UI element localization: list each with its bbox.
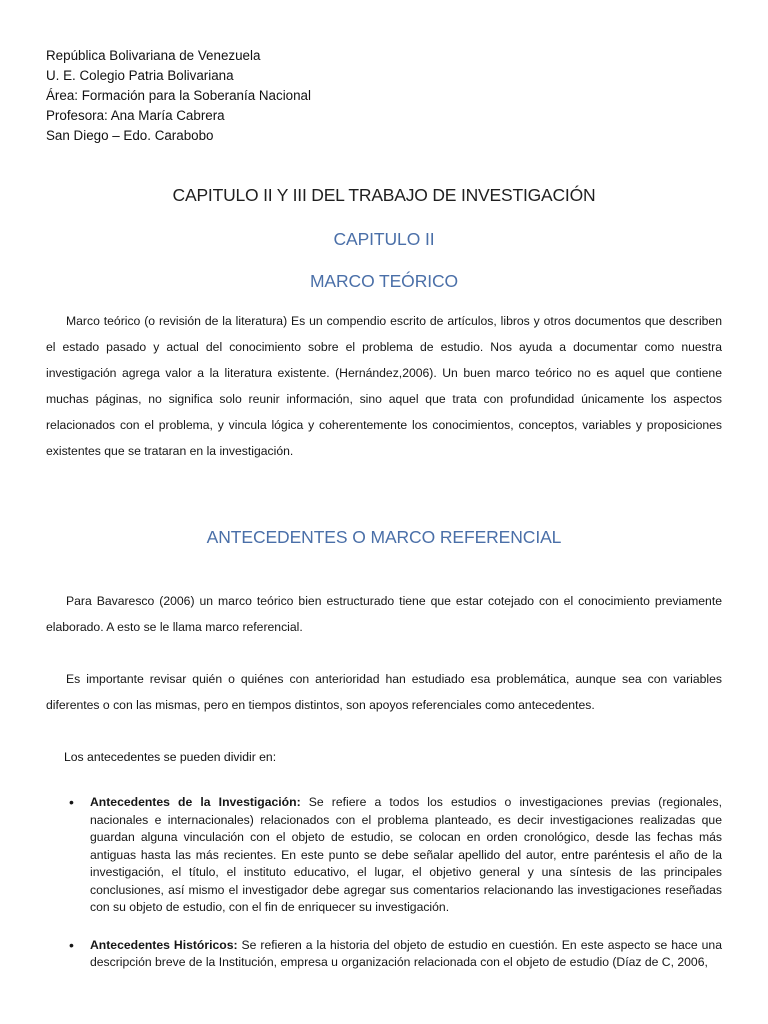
antecedentes-list [46, 794, 722, 972]
section-heading-marco-teorico: MARCO TEÓRICO [309, 271, 459, 291]
bullet-icon: • [69, 794, 74, 810]
header-line-school: U. E. Colegio Patria Bolivariana [46, 68, 234, 83]
list-item [46, 937, 722, 972]
header-line-teacher: Profesora: Ana María Cabrera [46, 108, 225, 123]
antecedentes-intro: Los antecedentes se pueden dividir en: [64, 750, 277, 764]
header-line-area: Área: Formación para la Soberanía Nacional [46, 88, 311, 103]
chapter-heading: CAPITULO II [333, 229, 435, 249]
paragraph-bavaresco: Para Bavaresco (2006) un marco teórico bien estructurado tiene que estar cotejado con el conocimiento previamente elaborado. A esto se le llama marco referencial. [46, 594, 722, 634]
bullet-text: Se refiere a todos los estudios o investigaciones previas (regionales, nacionales e internacionales) relacionados con el problema planteado, es decir investigaciones realizadas que guardan alguna vinculación con el objeto de estudio, se colocan en orden cronológico, desde las fechas más antiguas hasta las más recientes. En este punto se debe señalar apellido del autor, entre paréntesis el año de la investigación, el título, el instituto educativo, el lugar, el objetivo general y una síntesis de las principales conclusiones, así mismo el investigador debe agregar sus comentarios relacionando las investigaciones reseñadas con su objeto de estudio, con el fin de enriquecer su investigación. [90, 795, 722, 914]
bullet-text: Se refieren a la historia del objeto de estudio en cuestión. En este aspecto se hace una descripción breve de la Institución, empresa u organización relacionada con el objeto de estudio (Díaz de C, 2006, [90, 937, 722, 969]
paragraph-importante: Es importante revisar quién o quiénes con anterioridad han estudiado esa problemática, aunque sea con variables diferentes o con las mismas, pero en tiempos distintos, son apoyos referenciales como antecedentes. [46, 672, 722, 712]
bullet-icon: • [69, 936, 74, 953]
bullet-term: Antecedentes Históricos: [90, 937, 238, 952]
institution-header [46, 46, 311, 146]
paragraph-marco-teorico: Marco teórico (o revisión de la literatura) Es un compendio escrito de artículos, libros y otros documentos que describen el estado pasado y actual del conocimiento sobre el problema de estudio. Nos ayuda a documentar como nuestra investigación agrega valor a la literatura existente. (Hernández,2006). Un buen marco teórico no es aquel que contiene muchas páginas, no significa solo reunir información, sino aquel que trata con profundidad únicamente los aspectos relacionados con el problema, y vincula lógica y coherentemente los conocimientos, conceptos, variables y proposiciones existentes que se trataran en la investigación. [46, 314, 722, 458]
header-line-country: República Bolivariana de Venezuela [46, 48, 261, 63]
header-line-location: San Diego – Edo. Carabobo [46, 128, 214, 143]
document-title: CAPITULO II Y III DEL TRABAJO DE INVESTIGACIÓN [172, 185, 596, 205]
bullet-term: Antecedentes de la Investigación: [90, 795, 301, 809]
section-heading-antecedentes: ANTECEDENTES O MARCO REFERENCIAL [206, 527, 562, 547]
list-item [46, 794, 722, 917]
